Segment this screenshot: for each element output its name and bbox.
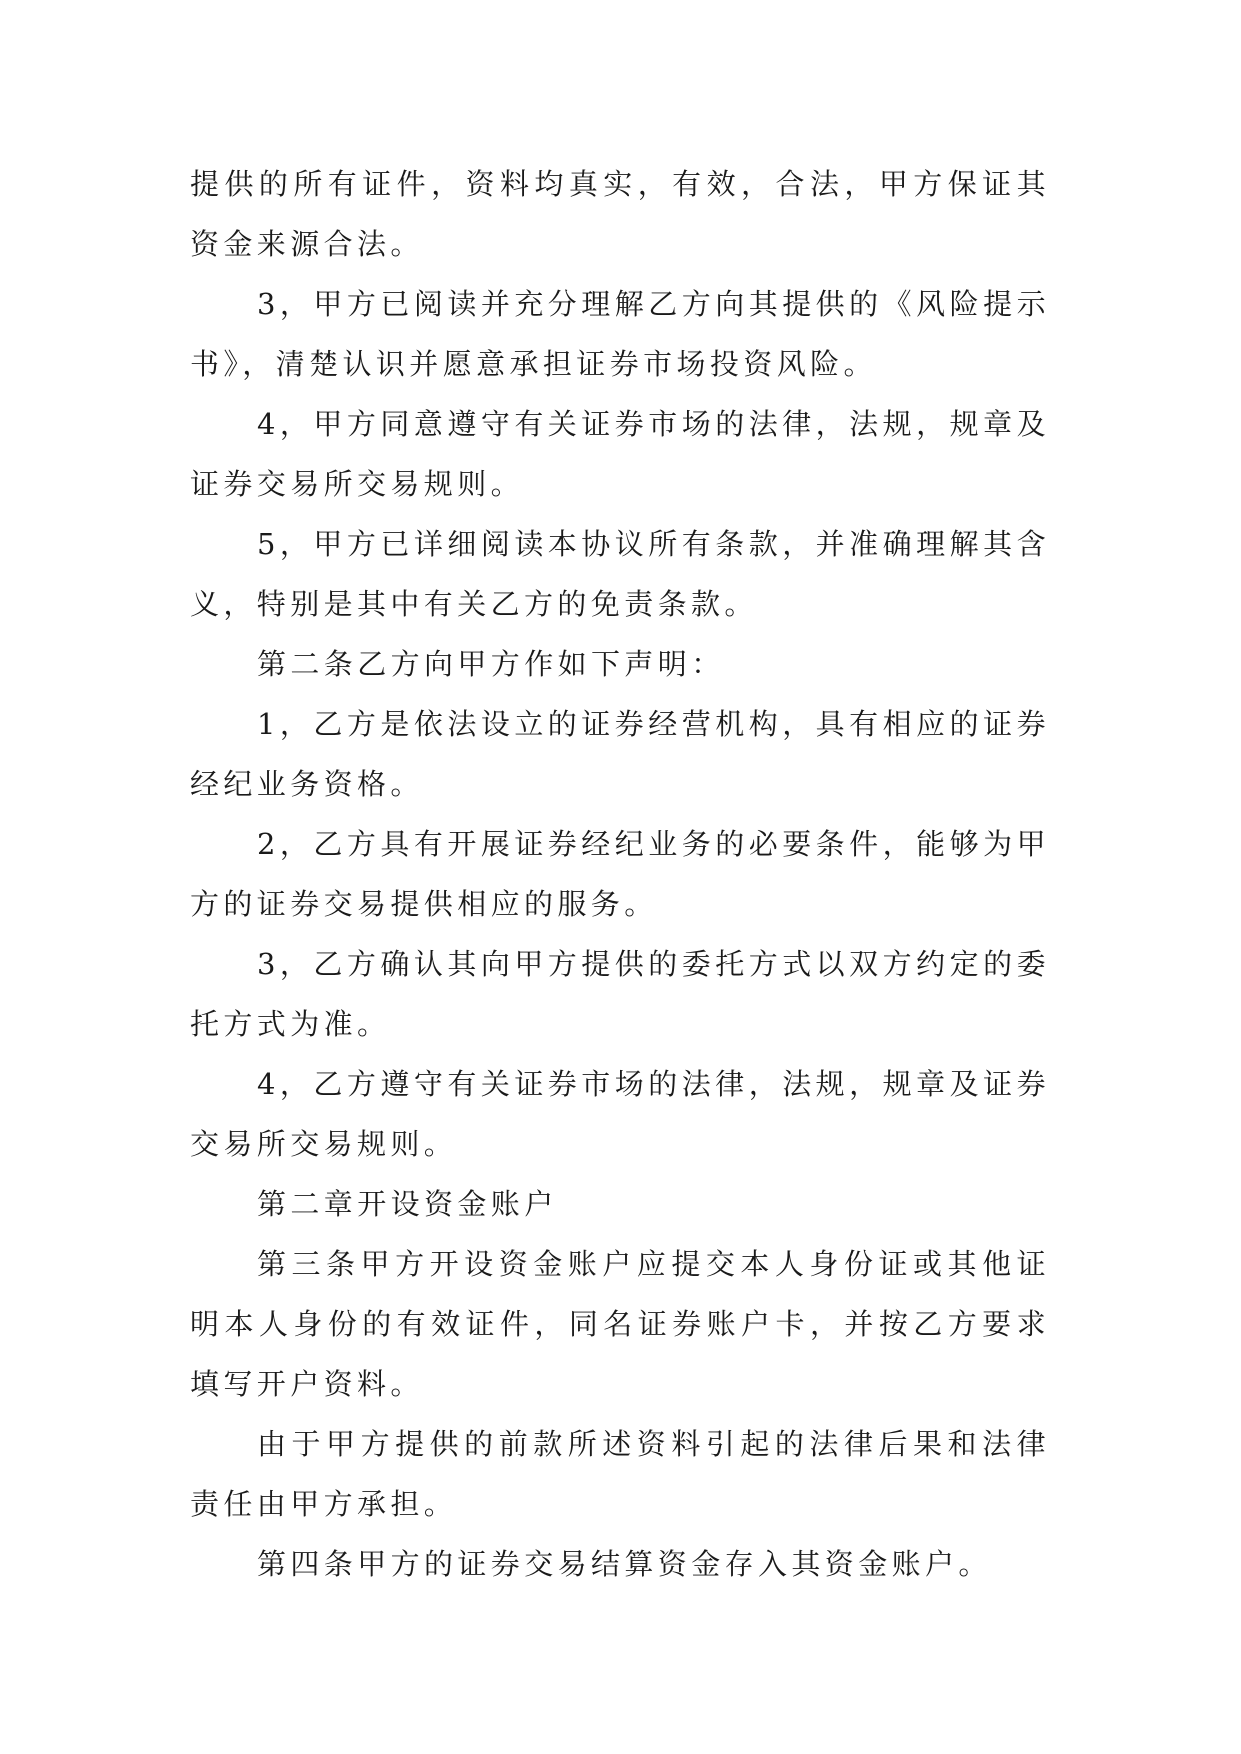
paragraph-clause-1-3: 3，甲方已阅读并充分理解乙方向其提供的《风险提示书》，清楚认识并愿意承担证券市场投资风险。 — [190, 287, 1050, 381]
article-2-heading: 第二条乙方向甲方作如下声明： — [257, 647, 725, 681]
article-4-text: 第四条甲方的证券交易结算资金存入其资金账户。 — [257, 1547, 992, 1581]
article-3-text: 第三条甲方开设资金账户应提交本人身份证或其他证明本人身份的有效证件，同名证券账户卡，并按乙方要求填写开户资料。 — [190, 1247, 1050, 1401]
paragraph-clause-2-2: 2，乙方具有开展证券经纪业务的必要条件，能够为甲方的证券交易提供相应的服务。 — [190, 827, 1050, 921]
paragraph-clause-1-5: 5，甲方已详细阅读本协议所有条款，并准确理解其含义，特别是其中有关乙方的免责条款。 — [190, 527, 1050, 621]
paragraph-continuation: 提供的所有证件，资料均真实，有效，合法，甲方保证其资金来源合法。 — [190, 167, 1050, 261]
chapter-2-heading: 第二章开设资金账户 — [257, 1187, 558, 1221]
paragraph-clause-2-1: 1，乙方是依法设立的证券经营机构，具有相应的证券经纪业务资格。 — [190, 707, 1050, 801]
paragraph-clause-2-4: 4，乙方遵守有关证券市场的法律，法规，规章及证券交易所交易规则。 — [190, 1067, 1050, 1161]
paragraph-clause-1-4: 4，甲方同意遵守有关证券市场的法律，法规，规章及证券交易所交易规则。 — [190, 407, 1050, 501]
article-3-liability: 由于甲方提供的前款所述资料引起的法律后果和法律责任由甲方承担。 — [190, 1427, 1050, 1521]
paragraph-clause-2-3: 3，乙方确认其向甲方提供的委托方式以双方约定的委托方式为准。 — [190, 947, 1050, 1041]
document-body — [190, 154, 1050, 1594]
